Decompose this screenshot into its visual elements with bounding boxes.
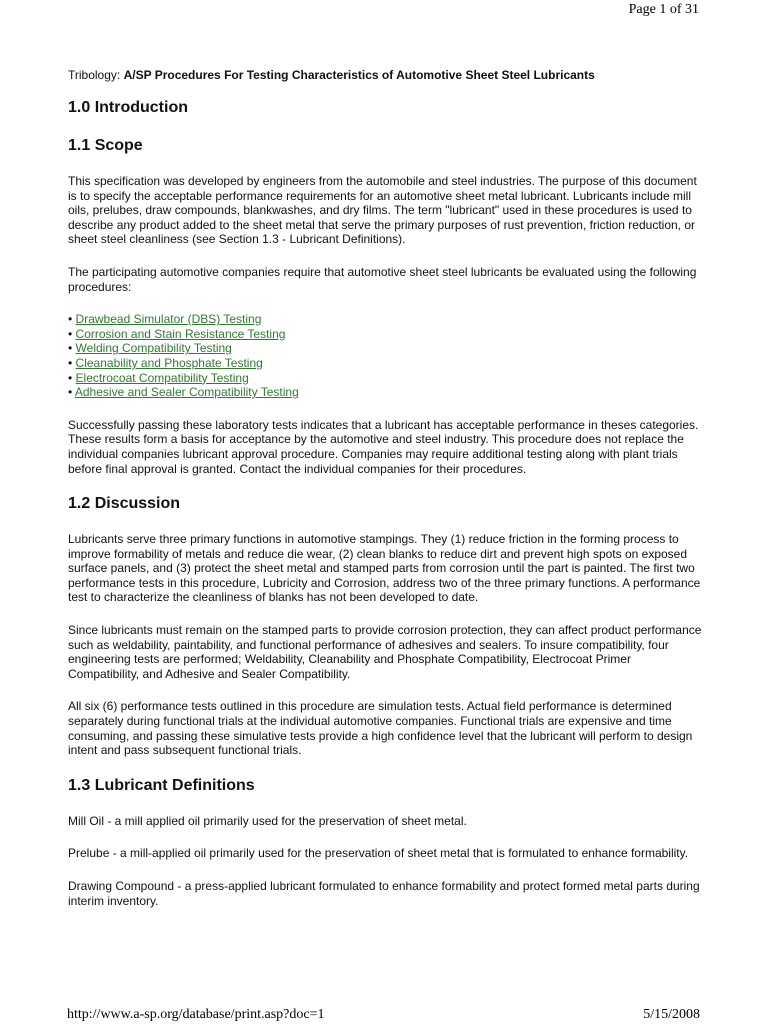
title-main: A/SP Procedures For Testing Characteristics of Automotive Sheet Steel Lubricants: [123, 68, 595, 82]
footer-date: 5/15/2008: [643, 1007, 700, 1022]
heading-introduction: 1.0 Introduction: [68, 99, 188, 116]
discussion-paragraph-2: Since lubricants must remain on the stamped parts to provide corrosion protection, they can affect product performance such as weldability, paintability, and functional performance of adhesives and sealers. To insure compatibility, four engineering tests are performed; Weldability, Cleanability and Phosphate Compatibility, Electrocoat Primer Compatibility, and Adhesive and Sealer Compatibility.: [68, 623, 702, 681]
definition-prelube: Prelube - a mill-applied oil primarily used for the preservation of sheet metal that is formulated to enhance formability.: [68, 846, 689, 861]
page-number: Page 1 of 31: [628, 2, 699, 17]
list-item: • Corrosion and Stain Resistance Testing: [68, 326, 286, 341]
scope-paragraph-2: The participating automotive companies require that automotive sheet steel lubricants be evaluated using the following procedures:: [68, 264, 697, 294]
link-corrosion-testing[interactable]: Corrosion and Stain Resistance Testing: [75, 326, 286, 341]
scope-paragraph-3: Successfully passing these laboratory tests indicates that a lubricant has acceptable performance in theses categories. These results form a basis for acceptance by the automotive and steel industry. This procedure does not replace the individual companies lubricant approval procedure. Companies may require additional testing along with plant trials before final approval is granted. Contact the individual companies for their procedures.: [68, 417, 699, 476]
link-electrocoat-testing[interactable]: Electrocoat Compatibility Testing: [75, 370, 249, 385]
footer-url: http://www.a-sp.org/database/print.asp?doc=1: [67, 1007, 325, 1022]
definition-drawing-compound: Drawing Compound - a press-applied lubricant formulated to enhance formability and protect formed metal parts during interim inventory.: [68, 879, 700, 908]
heading-lubricant-definitions: 1.3 Lubricant Definitions: [68, 776, 255, 794]
definition-mill-oil: Mill Oil - a mill applied oil primarily used for the preservation of sheet metal.: [68, 813, 467, 828]
link-dbs-testing[interactable]: Drawbead Simulator (DBS) Testing: [75, 312, 262, 327]
document-title: [68, 68, 704, 83]
discussion-paragraph-3: All six (6) performance tests outlined in this procedure are simulation tests. Actual field performance is determined separately during functional trials at the individual automotive companies. Functional trials are expensive and time consuming, and passing these simulative tests provide a high confidence level that the lubricant will perform to design intent and pass subsequent functional trials.: [68, 699, 693, 758]
title-prefix: Tribology:: [68, 68, 124, 82]
heading-scope: 1.1 Scope: [68, 137, 143, 154]
link-adhesive-testing[interactable]: Adhesive and Sealer Compatibility Testing: [74, 385, 299, 400]
heading-discussion: 1.2 Discussion: [68, 495, 181, 513]
list-item: • Electrocoat Compatibility Testing: [68, 370, 249, 385]
procedure-link-list: [68, 312, 704, 400]
link-cleanability-testing[interactable]: Cleanability and Phosphate Testing: [75, 355, 263, 370]
list-item: • Drawbead Simulator (DBS) Testing: [68, 312, 262, 327]
list-item: • Cleanability and Phosphate Testing: [68, 355, 263, 370]
link-welding-testing[interactable]: Welding Compatibility Testing: [75, 341, 232, 356]
list-item: • Welding Compatibility Testing: [68, 341, 232, 356]
scope-paragraph-1: This specification was developed by engineers from the automobile and steel industries. The purpose of this document is to specify the acceptable performance requirements for an automotive sheet metal lubricant. Lubricants include mill oils, prelubes, draw compounds, blankwashes, and dry films. The term "lubricant" used in these procedures is used to describe any product added to the sheet metal that serve the primary purposes of rust prevention, friction reduction, or sheet steel cleanliness (see Section 1.3 - Lubricant Definitions).: [68, 174, 697, 247]
discussion-paragraph-1: Lubricants serve three primary functions in automotive stampings. They (1) reduce friction in the forming process to improve formability of metals and reduce die wear, (2) clean blanks to reduce dirt and prevent high spots on exposed surface panels, and (3) protect the sheet metal and stamped parts from corrosion until the part is painted. The first two performance tests in this procedure, Lubricity and Corrosion, address two of the three primary functions. A performance test to characterize the cleanliness of blanks has not been developed to date.: [68, 532, 701, 605]
list-item: • Adhesive and Sealer Compatibility Testing: [68, 385, 299, 400]
document-body: [68, 68, 704, 926]
